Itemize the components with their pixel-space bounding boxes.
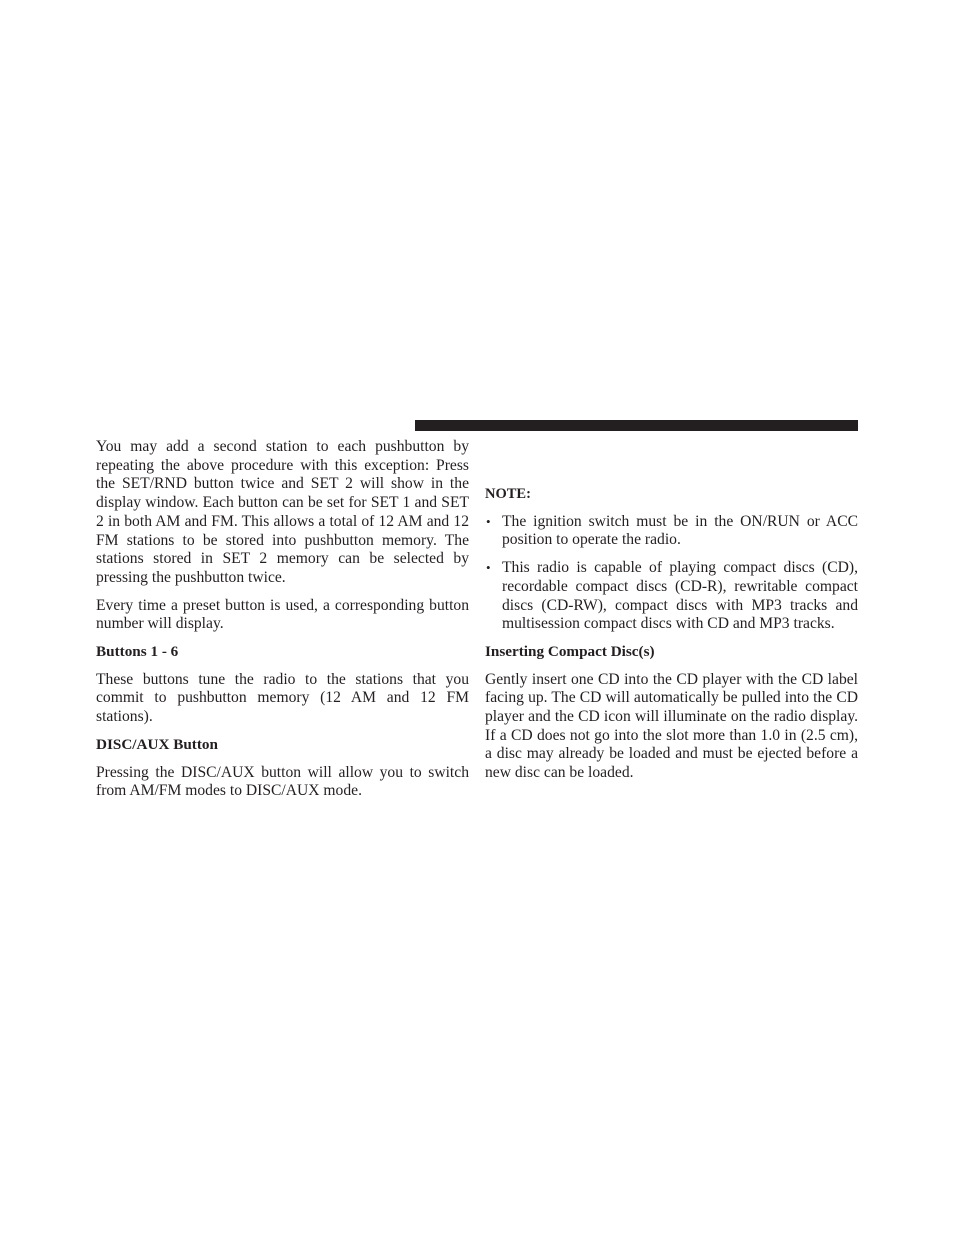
note-label: NOTE: (485, 486, 531, 502)
bullet-icon: • (486, 513, 491, 529)
note-bullet-list (485, 513, 858, 634)
note-bullet-disc-formats (485, 559, 858, 634)
note-bullet-ignition (485, 513, 858, 550)
bullet-icon: • (486, 560, 491, 576)
right-column (485, 438, 858, 792)
buttons-1-6-heading: Buttons 1 - 6 (96, 643, 179, 661)
left-column (96, 438, 469, 810)
disc-aux-paragraph: Pressing the DISC/AUX button will allow you to switch from AM/FM modes to DISC/AUX mode. (96, 763, 469, 800)
disc-aux-heading: DISC/AUX Button (96, 735, 218, 753)
second-station-paragraph: You may add a second station to each pushbutton by repeating the above procedure with this exception: Press the SET/RND button twice and SET 2 will show in the display window. Each button can be set for SET 1 and SET 2 in both AM and FM. This allows a total of 12 AM and 12 FM stations to be stored into pushbutton memory. The stations stored in SET 2 memory can be selected by pressing the pushbutton twice. (96, 438, 469, 586)
inserting-cd-heading: Inserting Compact Disc(s) (485, 642, 655, 660)
note-bullet-text: The ignition switch must be in the ON/RUN or ACC position to operate the radio. (502, 512, 858, 549)
preset-display-paragraph: Every time a preset button is used, a corresponding button number will display. (96, 596, 469, 633)
note-bullet-text: This radio is capable of playing compact discs (CD), recordable compact discs (CD-R), rewritable compact discs (CD-RW), compact discs with MP3 tracks and multisession compact discs with CD and MP3 tracks. (502, 559, 858, 633)
section-header-bar (415, 420, 858, 431)
buttons-1-6-paragraph: These buttons tune the radio to the stations that you commit to pushbutton memory (12 AM and 12 FM stations). (96, 670, 469, 726)
inserting-cd-paragraph: Gently insert one CD into the CD player with the CD label facing up. The CD will automatically be pulled into the CD player and the CD icon will illuminate on the radio display. If a CD does not go into the slot more than 1.0 in (2.5 cm), a disc may already be loaded and must be ejected before a new disc can be loaded. (485, 670, 858, 782)
